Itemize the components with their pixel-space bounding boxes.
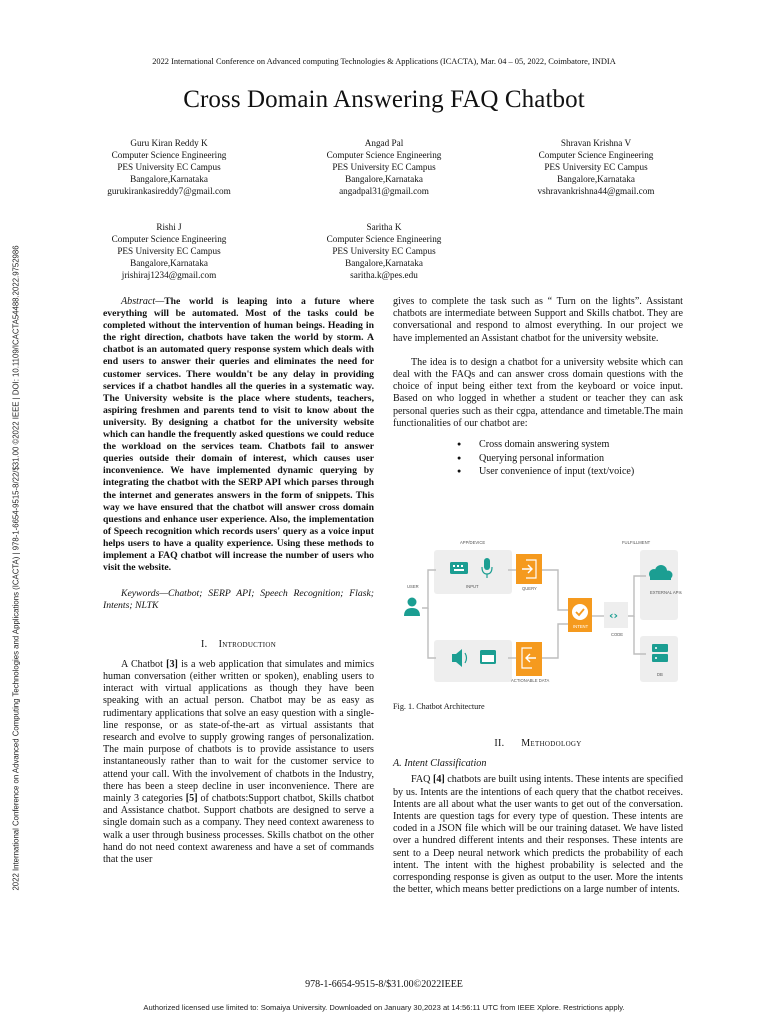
list-item: ● Querying personal information (393, 452, 683, 466)
methodology-paragraph (393, 774, 683, 896)
list-item: ● Cross domain answering system (393, 438, 683, 452)
section-heading-methodology (393, 738, 683, 750)
methodology-section (393, 738, 683, 896)
keywords-text: Chatbot; SERP API; Speech Recognition; Flask; Intents; NLTK (103, 588, 374, 612)
screen-icon (480, 650, 496, 664)
text-run: A Chatbot (121, 658, 167, 670)
author-org: PES University EC Campus (117, 246, 221, 256)
author-org: PES University EC Campus (332, 246, 436, 256)
author-location: Bangalore,Karnataka (345, 258, 423, 268)
figure-label-fulfillment: FULFILLMENT (622, 540, 651, 545)
abstract (103, 296, 374, 574)
right-column (393, 296, 683, 479)
text-run: is a web application that simulates and mimics human conversation (either written or spoken), enabling users to interact with virtual applications as though they have been speaking with an actual person. Chatbot may be as easy as rudimentary applications that solve an easy question with a single-line response, or as state-of-the-art as virtual assistants that research and evolve to supply growing ranges of personalization. The main purpose of chatbots is to provide assistance to users instantaneously rather than to wait for the customer service to attend your call. With the involvement of chatbots in the Industry, there has been a steep decline in user inconvenience. There are mainly 3 categories (103, 658, 374, 804)
footer-isbn: 978-1-6654-9515-8/$31.00©2022IEEE (305, 979, 463, 990)
subsection-heading: A. Intent Classification (393, 758, 487, 770)
author-block (69, 137, 269, 197)
figure-label-code: CODE (611, 632, 624, 637)
paper-title: Cross Domain Answering FAQ Chatbot (183, 86, 585, 113)
paragraph: The idea is to design a chatbot for a university website which can deal with the FAQs and can answer cross domain questions with the choice of input being either text from the keyboard or voice input. Based on who logged in whether a student or teacher they can ask personal queries such as their cgpa, attendance and timetable.The main functionalities of our chatbot are: (393, 356, 683, 429)
author-block (284, 137, 484, 197)
author-email: jrishiraj1234@gmail.com (121, 270, 217, 280)
figure-caption: Fig. 1. Chatbot Architecture (393, 702, 485, 711)
author-org: PES University EC Campus (332, 162, 436, 172)
author-org: PES University EC Campus (544, 162, 648, 172)
author-location: Bangalore,Karnataka (557, 174, 635, 184)
text-run: chatbots are built using intents. These intents are specified by us. Intents are the intentions of each query that the chatbot receives. Intents are all about what the user wants to get out of the conversation. Intents are question tags for every type of question. These intents are coded in a JSON file which will be our training dataset. We have listed over a hundred different intents and their responses. These intents are sent to a Deep neural network which predicts the probability of each intent. The intent with the highest probability is selected and the corresponding response is given as output to the user. More the intents the better, which means better predictions on a large number of intents. (393, 774, 683, 896)
figure-label-app-device: APP/DEVICE (460, 540, 486, 545)
intro-paragraph (103, 659, 374, 866)
output-group-box (434, 640, 512, 682)
figure-label-external-apis: EXTERNAL APIs (650, 590, 682, 595)
citation: [4] (432, 774, 445, 786)
author-name: Angad Pal (364, 138, 404, 148)
code-icon: ‹› (609, 609, 619, 622)
text-run: FAQ (411, 774, 433, 786)
fulfillment-group-box (640, 550, 678, 620)
author-dept: Computer Science Engineering (111, 234, 227, 244)
list-item: ● User convenience of input (text/voice) (393, 465, 683, 479)
author-name: Guru Kiran Reddy K (130, 138, 208, 148)
author-dept: Computer Science Engineering (326, 150, 442, 160)
side-banner-text: 2022 International Conference on Advanced Computing Technologies and Applications (ICACTA) | 978-1-6654-9515-8/22/$31.00 ©2022 IEEE | DOI: 10.1109/ICACTA54488.2022.9752986 (11, 244, 21, 891)
keywords-label: Keywords— (121, 588, 169, 600)
abstract-text: The world is leaping into a future where everything will be automated. Most of the tasks could be completed without the intervention of human beings. Heading in the right direction, chatbots have taken the world by storm. A chatbot is an automated query response system which deals with end users to answer their queries and eliminates the need for customer services. There wouldn't be any delay in providing services if a chatbot handles all the queries in a systematic way. The University website is the place where students, teachers, aspiring freshmen and parents tend to visit to know about the university. By designing a chatbot for the university website which can handle the frequently asked questions we could reduce the workload on the services team. Chatbots fail to answer queries outside their domain of interest, which causes user inconvenience. We have implemented dynamic querying by integrating the chatbot with the SERP API which parses through the internet and generates answers in the form of snippets. This way we have ensured that the chatbot will answer cross domain questions and enhance user experience. Also, the implementation of Speech recognition which records users' query as a voice input helps users to have a quality experience. Using these methods to implement a FAQ chatbot will increase the number of users who visit the website. (103, 296, 374, 574)
author-location: Bangalore,Karnataka (345, 174, 423, 184)
author-location: Bangalore,Karnataka (130, 258, 208, 268)
author-name: Shravan Krishna V (560, 138, 632, 148)
author-name: Saritha K (366, 222, 402, 232)
section-number: II. (494, 738, 505, 749)
author-dept: Computer Science Engineering (326, 234, 442, 244)
functionality-list (393, 438, 683, 479)
author-block (284, 221, 484, 281)
user-icon (404, 598, 420, 617)
side-banner (9, 160, 23, 975)
figure-label-query: QUERY (522, 586, 537, 591)
author-email: angadpal31@gmail.com (339, 186, 429, 196)
figure-label-db: DB (657, 672, 663, 677)
chatbot-architecture-figure (398, 536, 686, 688)
author-dept: Computer Science Engineering (538, 150, 654, 160)
author-block (69, 221, 269, 281)
section-title: Introduction (218, 638, 277, 650)
architecture-diagram (398, 536, 686, 688)
abstract-label: Abstract— (121, 296, 165, 307)
figure-label-intent: INTENT (573, 624, 589, 629)
keywords (103, 588, 374, 612)
citation: [3] (166, 658, 178, 670)
author-block (496, 137, 696, 197)
actionable-data-box (516, 642, 542, 676)
section-number: I. (200, 638, 208, 650)
check-circle-icon (572, 604, 588, 620)
license-notice: Authorized licensed use limited to: Somaiya University. Downloaded on January 30,2023 at 14:56:11 UTC from IEEE Xplore. Restrictions apply. (143, 1003, 625, 1012)
author-name: Rishi J (156, 222, 182, 232)
author-org: PES University EC Campus (117, 162, 221, 172)
figure-label-input: INPUT (466, 584, 479, 589)
text-run: of chatbots:Support chatbot, Skills chatbot and Assistance chatbot. Support chatbots are designed to serve a single domain such as a company. They need context awareness to walk a user through business processes. Skills chatbot on the other hand do not need context awareness and have a set of commands that the user (103, 793, 374, 866)
author-email: saritha.k@pes.edu (350, 270, 418, 280)
keyboard-icon (450, 562, 468, 574)
paragraph: gives to complete the task such as “ Turn on the lights”. Assistant chatbots are intermediate between Support and Skills chatbot. They are conversational and respond to almost everything. In our project we have implemented an Assistant chatbot for the university website. (393, 296, 683, 344)
left-column (103, 296, 374, 866)
author-email: vshravankrishna44@gmail.com (537, 186, 655, 196)
figure-label-user: USER (407, 584, 419, 589)
conference-header: 2022 International Conference on Advanced computing Technologies & Applications (ICACTA), Mar. 04 – 05, 2022, Coimbatore, INDIA (152, 57, 616, 66)
author-email: gurukirankasireddy7@gmail.com (107, 186, 231, 196)
section-title: Methodology (521, 738, 582, 749)
author-location: Bangalore,Karnataka (130, 174, 208, 184)
author-dept: Computer Science Engineering (111, 150, 227, 160)
citation: [5] (185, 793, 198, 804)
figure-label-actionable-data: ACTIONABLE DATA (511, 678, 550, 683)
section-heading-introduction (103, 639, 374, 651)
